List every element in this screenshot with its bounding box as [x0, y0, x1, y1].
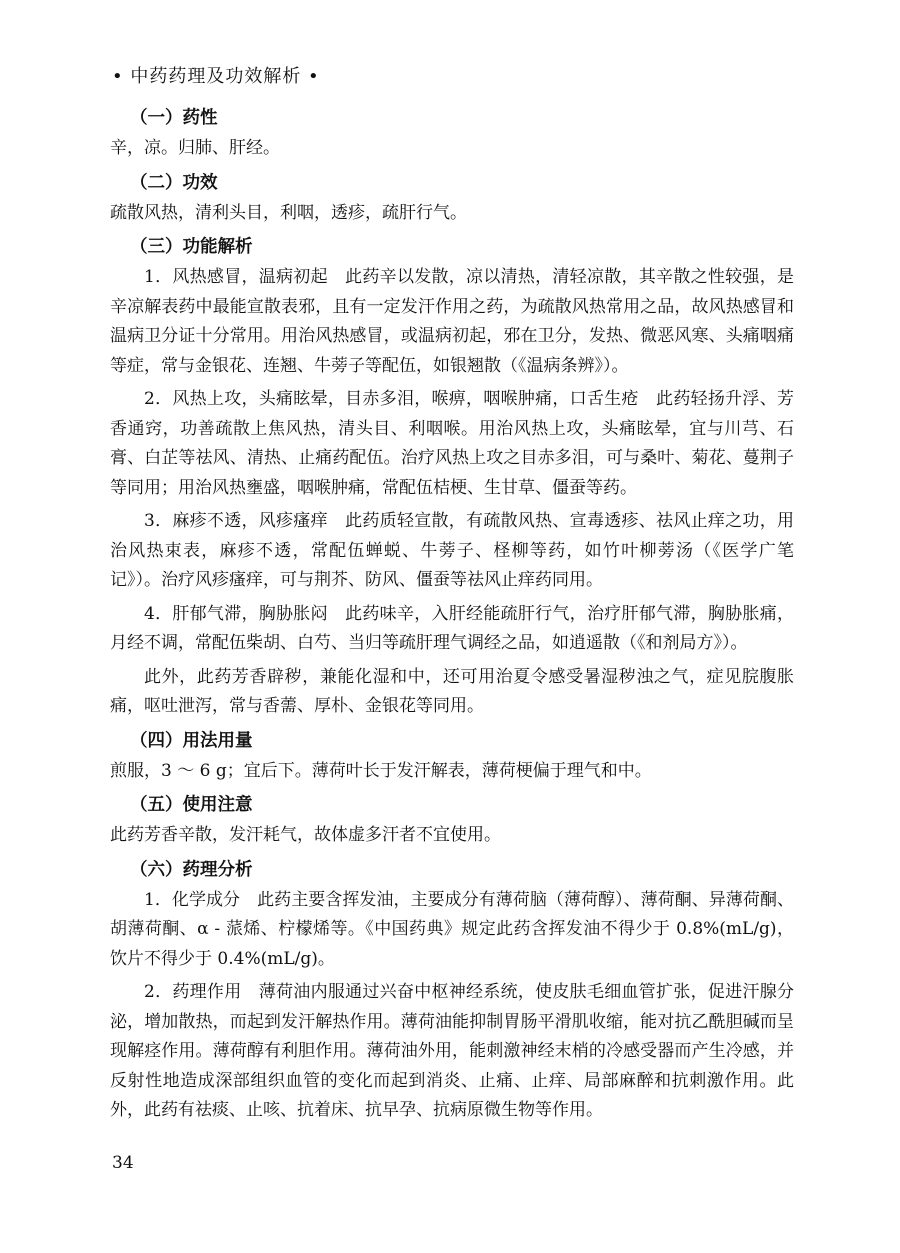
running-header: • 中药药理及功效解析 •	[112, 66, 320, 87]
paragraph: 1．化学成分 此药主要含挥发油，主要成分有薄荷脑（薄荷醇）、薄荷酮、异薄荷酮、胡薄荷酮、α - 蒎烯、柠檬烯等。《中国药典》规定此药含挥发油不得少于 0.8%(mL/g)，饮片不得少于 0.4%(mL/g)。	[110, 889, 794, 969]
section-pharmacology	[110, 855, 794, 1126]
section-heading: （六）药理分析	[130, 859, 253, 880]
paragraph: 1．风热感冒，温病初起 此药辛以发散，凉以清热，清轻凉散，其辛散之性较强，是辛凉解表药中最能宣散表邪，且有一定发汗作用之药，为疏散风热常用之品，故风热感冒和温病卫分证十分常用。用治风热感冒，或温病初起，邪在卫分，发热、微恶风寒、头痛咽痛等症，常与金银花、连翘、牛蒡子等配伍，如银翘散（《温病条辨》）。	[110, 267, 794, 376]
paragraph: 此外，此药芳香辟秽，兼能化湿和中，还可用治夏令感受暑湿秽浊之气，症见脘腹胀痛，呕吐泄泻，常与香薷、厚朴、金银花等同用。	[110, 666, 794, 716]
section-heading: （三）功能解析	[130, 237, 253, 257]
page-content	[110, 103, 794, 1130]
section-properties	[110, 103, 794, 164]
page-number: 34	[112, 1153, 134, 1173]
section-heading: （四）用法用量	[130, 730, 253, 751]
section-heading: （二）功效	[130, 172, 218, 193]
section-usage-dosage	[110, 726, 794, 787]
paragraph: 4．肝郁气滞，胸胁胀闷 此药味辛，入肝经能疏肝行气，治疗肝郁气滞，胸胁胀痛，月经不调，常配伍柴胡、白芍、当归等疏肝理气调经之品，如逍遥散（《和剂局方》）。	[110, 603, 794, 653]
section-precautions	[110, 790, 794, 851]
paragraph: 3．麻疹不透，风疹瘙痒 此药质轻宣散，有疏散风热、宣毒透疹、祛风止痒之功，用治风热束表，麻疹不透，常配伍蝉蜕、牛蒡子、柽柳等药，如竹叶柳蒡汤（《医学广笔记》）。治疗风疹瘙痒，可与荆芥、防风、僵蚕等祛风止痒药同用。	[110, 511, 794, 590]
paragraph: 煎服，3 ～ 6 g；宜后下。薄荷叶长于发汗解表，薄荷梗偏于理气和中。	[110, 760, 652, 781]
paragraph: 2．风热上攻，头痛眩晕，目赤多泪，喉痹，咽喉肿痛，口舌生疮 此药轻扬升浮、芳香通窍，功善疏散上焦风热，清头目、利咽喉。用治风热上攻，头痛眩晕，宜与川芎、石膏、白芷等祛风、清热、止痛药配伍。治疗风热上攻之目赤多泪，可与桑叶、菊花、蔓荆子等同用；用治风热壅盛，咽喉肿痛，常配伍桔梗、生甘草、僵蚕等药。	[110, 389, 794, 498]
section-function-analysis	[110, 232, 794, 722]
section-heading: （一）药性	[130, 108, 218, 128]
paragraph: 辛，凉。归肺、肝经。	[110, 138, 280, 158]
paragraph: 2．药理作用 薄荷油内服通过兴奋中枢神经系统，使皮肤毛细血管扩张，促进汗腺分泌，增加散热，而起到发汗解热作用。薄荷油能抑制胃肠平滑肌收缩，能对抗乙酰胆碱而呈现解痉作用。薄荷醇有利胆作用。薄荷油外用，能刺激神经末梢的冷感受器而产生冷感，并反射性地造成深部组织血管的变化而起到消炎、止痛、止痒、局部麻醉和抗刺激作用。此外，此药有祛痰、止咳、抗着床、抗早孕、抗病原微生物等作用。	[110, 982, 794, 1120]
section-heading: （五）使用注意	[130, 795, 253, 815]
paragraph: 疏散风热，清利头目，利咽，透疹，疏肝行气。	[110, 202, 467, 223]
paragraph: 此药芳香辛散，发汗耗气，故体虚多汗者不宜使用。	[110, 825, 501, 845]
section-efficacy	[110, 168, 794, 229]
